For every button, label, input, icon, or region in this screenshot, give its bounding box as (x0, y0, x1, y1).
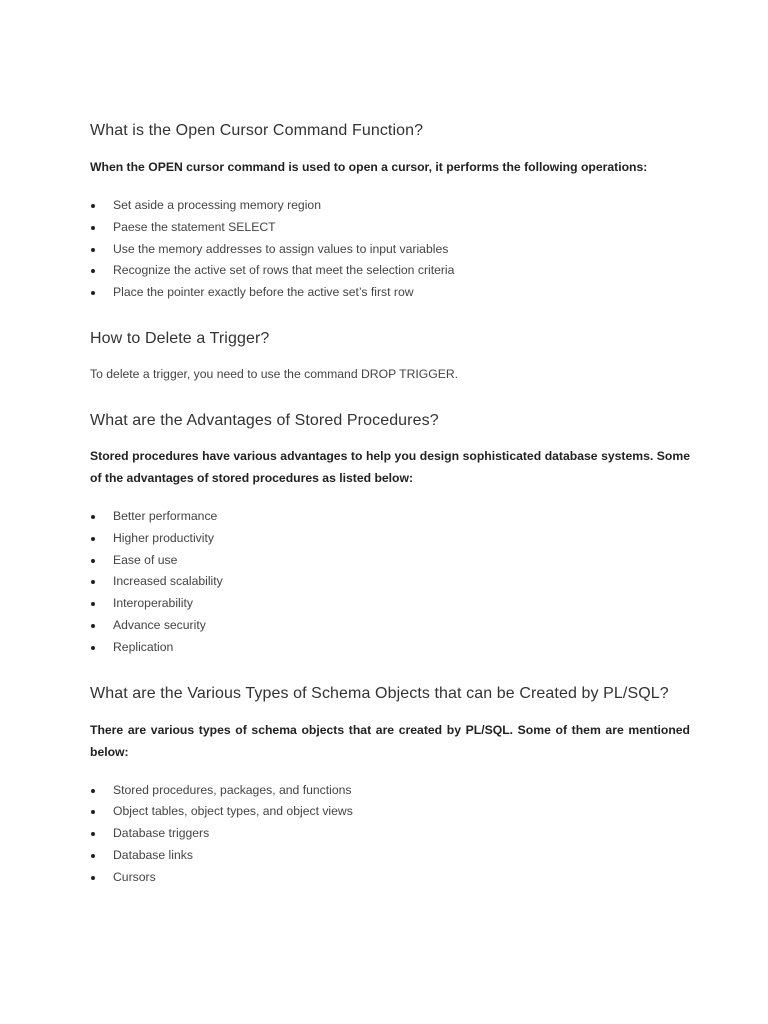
section-heading-stored-procedures: What are the Advantages of Stored Procedures? (90, 411, 439, 429)
list-item: Ease of use (90, 550, 690, 572)
bullet-list-schema-objects (90, 780, 690, 889)
document-page (90, 118, 690, 889)
bullet-icon (91, 515, 95, 519)
bullet-icon (91, 602, 95, 606)
list-item: Object tables, object types, and object views (90, 801, 690, 823)
list-item: Cursors (90, 867, 690, 889)
list-item: Recognize the active set of rows that meet the selection criteria (90, 260, 690, 282)
list-item: Interoperability (90, 593, 690, 615)
bullet-icon (91, 810, 95, 814)
bullet-icon (91, 854, 95, 858)
section-text-delete-trigger: To delete a trigger, you need to use the command DROP TRIGGER. (90, 366, 459, 381)
list-item: Stored procedures, packages, and functions (90, 780, 690, 802)
bullet-icon (91, 291, 95, 295)
bullet-list-open-cursor (90, 195, 690, 304)
list-item: Place the pointer exactly before the active set’s first row (90, 282, 690, 304)
section-intro-schema-objects: There are various types of schema objects that are created by PL/SQL. Some of them are mentioned below: (90, 722, 690, 759)
list-item: Database links (90, 845, 690, 867)
list-item: Use the memory addresses to assign values to input variables (90, 239, 690, 261)
bullet-icon (91, 580, 95, 584)
list-item: Increased scalability (90, 571, 690, 593)
list-item: Set aside a processing memory region (90, 195, 690, 217)
list-item: Database triggers (90, 823, 690, 845)
bullet-icon (91, 624, 95, 628)
bullet-icon (91, 226, 95, 230)
section-heading-delete-trigger: How to Delete a Trigger? (90, 329, 270, 347)
list-item: Replication (90, 637, 690, 659)
list-item: Higher productivity (90, 528, 690, 550)
section-intro-stored-procedures: Stored procedures have various advantages to help you design sophisticated database systems. Some of the advantages of stored procedures as listed below: (90, 448, 690, 485)
section-heading-schema-objects: What are the Various Types of Schema Objects that can be Created by PL/SQL? (90, 684, 669, 702)
list-item: Better performance (90, 506, 690, 528)
bullet-icon (91, 646, 95, 650)
bullet-icon (91, 559, 95, 563)
list-item: Paese the statement SELECT (90, 217, 690, 239)
section-intro-open-cursor: When the OPEN cursor command is used to open a cursor, it performs the following operations: (90, 160, 648, 174)
bullet-icon (91, 204, 95, 208)
bullet-icon (91, 269, 95, 273)
bullet-list-stored-procedures (90, 506, 690, 659)
bullet-icon (91, 876, 95, 880)
bullet-icon (91, 789, 95, 793)
bullet-icon (91, 248, 95, 252)
list-item: Advance security (90, 615, 690, 637)
bullet-icon (91, 537, 95, 541)
bullet-icon (91, 832, 95, 836)
section-heading-open-cursor: What is the Open Cursor Command Function? (90, 122, 424, 139)
